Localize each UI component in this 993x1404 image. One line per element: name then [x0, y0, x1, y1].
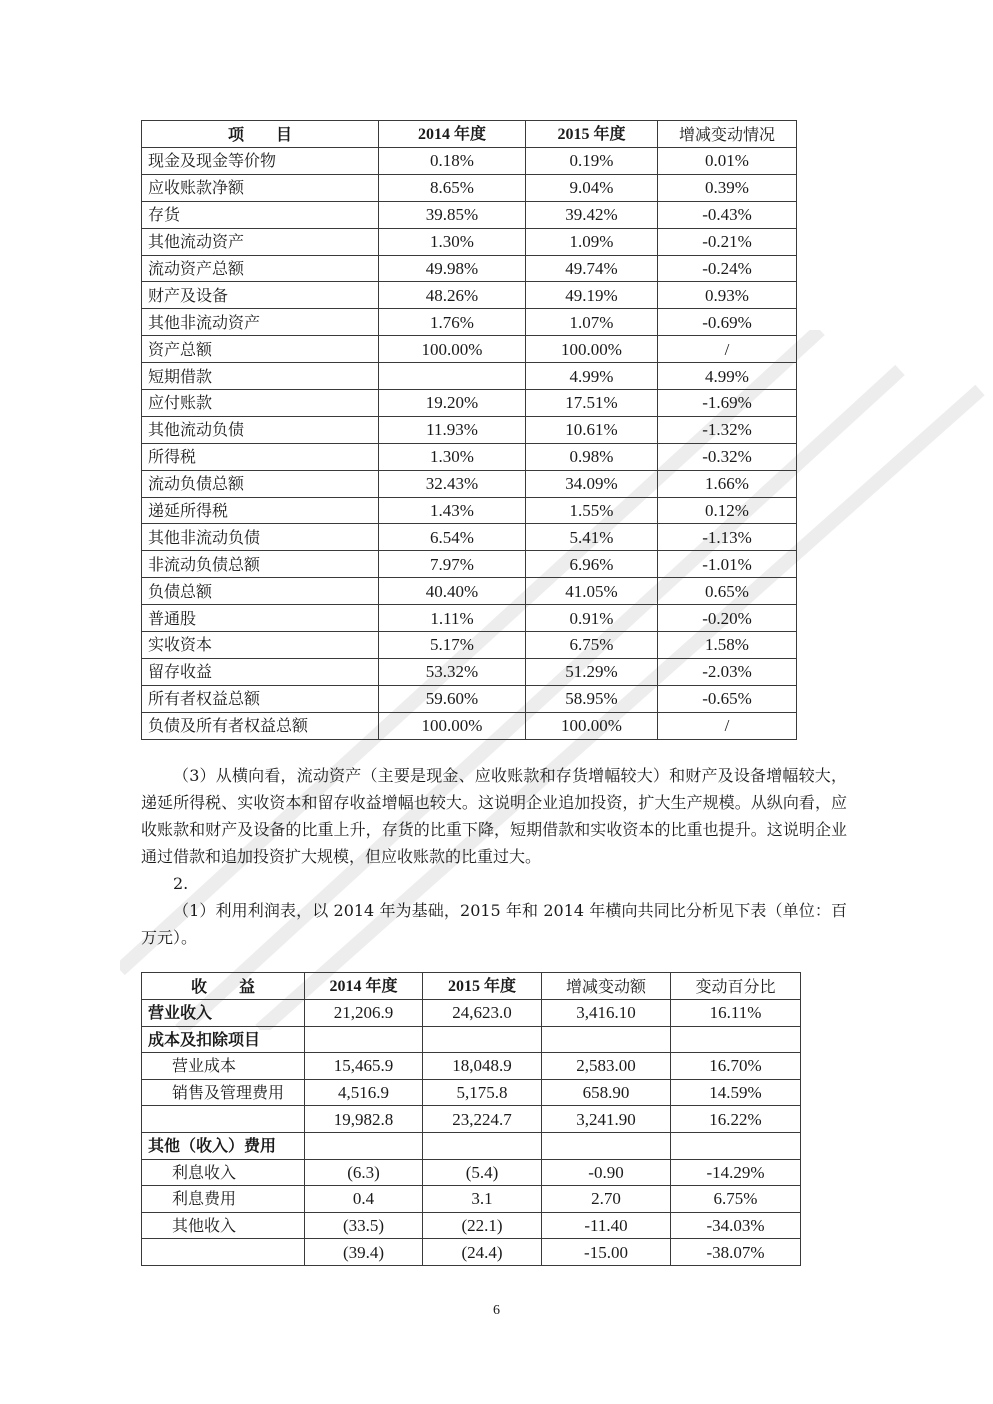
row-value: -2.03% [658, 658, 797, 685]
table-row [142, 632, 797, 659]
row-value: 0.65% [658, 578, 797, 605]
row-value: 14.59% [671, 1079, 801, 1106]
table-row [142, 363, 797, 390]
row-label: 财产及设备 [142, 282, 379, 309]
row-value: -38.07% [671, 1239, 801, 1266]
table-row [142, 1026, 801, 1053]
row-value: 1.30% [379, 228, 526, 255]
row-label: 应收账款净额 [142, 174, 379, 201]
row-value: 2,583.00 [542, 1053, 671, 1080]
table-row [142, 228, 797, 255]
row-value: -1.01% [658, 551, 797, 578]
table-row [142, 1212, 801, 1239]
row-value [542, 1026, 671, 1053]
row-label: 递延所得税 [142, 497, 379, 524]
row-value: 0.91% [526, 605, 658, 632]
row-value: 0.98% [526, 443, 658, 470]
row-value: 16.22% [671, 1106, 801, 1133]
table-row [142, 201, 797, 228]
header-2015: 2015 年度 [526, 121, 658, 148]
row-value: 18,048.9 [423, 1053, 542, 1080]
row-value: 4.99% [658, 363, 797, 390]
row-value: 49.74% [526, 255, 658, 282]
row-value: 1.30% [379, 443, 526, 470]
row-value: 100.00% [379, 336, 526, 363]
row-label: 其他流动负债 [142, 416, 379, 443]
row-value: -0.32% [658, 443, 797, 470]
table-row [142, 174, 797, 201]
header-revenue: 收 益 [142, 973, 305, 1000]
row-value: 1.11% [379, 605, 526, 632]
row-value: 10.61% [526, 416, 658, 443]
header-2014: 2014 年度 [379, 121, 526, 148]
row-value: 53.32% [379, 658, 526, 685]
row-value: (33.5) [305, 1212, 423, 1239]
table-row [142, 605, 797, 632]
row-value: 6.75% [671, 1186, 801, 1213]
row-value: 39.85% [379, 201, 526, 228]
row-value: 100.00% [526, 336, 658, 363]
table-header-row [142, 973, 801, 1000]
row-value: (6.3) [305, 1159, 423, 1186]
row-value: 1.07% [526, 309, 658, 336]
row-value: -0.65% [658, 685, 797, 712]
row-value: (24.4) [423, 1239, 542, 1266]
row-value: 6.75% [526, 632, 658, 659]
table-header-row [142, 121, 797, 148]
row-value [671, 1026, 801, 1053]
row-value: -0.90 [542, 1159, 671, 1186]
row-value: 0.01% [658, 148, 797, 175]
row-label: 利息收入 [142, 1159, 305, 1186]
table-row [142, 578, 797, 605]
table-row [142, 1000, 801, 1027]
row-value: -34.03% [671, 1212, 801, 1239]
row-value: 16.70% [671, 1053, 801, 1080]
row-value [423, 1132, 542, 1159]
table-row [142, 1079, 801, 1106]
income-statement-horizontal-table [141, 972, 801, 1266]
row-value: 4,516.9 [305, 1079, 423, 1106]
page-number: 6 [493, 1303, 500, 1318]
row-value: (5.4) [423, 1159, 542, 1186]
row-value: 24,623.0 [423, 1000, 542, 1027]
row-value [542, 1132, 671, 1159]
table-row [142, 255, 797, 282]
table-row [142, 1186, 801, 1213]
table-row [142, 416, 797, 443]
table-row [142, 497, 797, 524]
table-row [142, 1239, 801, 1266]
row-value: -0.43% [658, 201, 797, 228]
header-2015: 2015 年度 [423, 973, 542, 1000]
row-value [379, 363, 526, 390]
row-value: 19,982.8 [305, 1106, 423, 1133]
table-row [142, 309, 797, 336]
row-label: 其他收入 [142, 1212, 305, 1239]
balance-sheet-common-size-table [141, 120, 797, 740]
row-label: 流动资产总额 [142, 255, 379, 282]
row-value: 19.20% [379, 390, 526, 417]
row-value: 0.18% [379, 148, 526, 175]
row-value: 41.05% [526, 578, 658, 605]
header-2014: 2014 年度 [305, 973, 423, 1000]
row-label [142, 1239, 305, 1266]
row-value: -0.69% [658, 309, 797, 336]
row-value: (39.4) [305, 1239, 423, 1266]
row-value: 3,416.10 [542, 1000, 671, 1027]
row-value: 2.70 [542, 1186, 671, 1213]
row-value: 3,241.90 [542, 1106, 671, 1133]
row-value: 59.60% [379, 685, 526, 712]
header-change: 增减变动情况 [658, 121, 797, 148]
header-change-percent: 变动百分比 [671, 973, 801, 1000]
row-value: 5,175.8 [423, 1079, 542, 1106]
row-value: -0.21% [658, 228, 797, 255]
row-value: / [658, 712, 797, 739]
row-value: 49.98% [379, 255, 526, 282]
row-value: 58.95% [526, 685, 658, 712]
table-row [142, 1106, 801, 1133]
row-label: 流动负债总额 [142, 470, 379, 497]
row-value: 1.58% [658, 632, 797, 659]
row-value: 48.26% [379, 282, 526, 309]
row-label: 现金及现金等价物 [142, 148, 379, 175]
row-value: 658.90 [542, 1079, 671, 1106]
row-value: 0.4 [305, 1186, 423, 1213]
row-value: 1.55% [526, 497, 658, 524]
row-value: 0.19% [526, 148, 658, 175]
row-value: 7.97% [379, 551, 526, 578]
table-row [142, 1159, 801, 1186]
row-value: 8.65% [379, 174, 526, 201]
row-label: 普通股 [142, 605, 379, 632]
row-label: 其他非流动负债 [142, 524, 379, 551]
row-value: (22.1) [423, 1212, 542, 1239]
row-value: 5.41% [526, 524, 658, 551]
row-label: 其他非流动资产 [142, 309, 379, 336]
row-label: 资产总额 [142, 336, 379, 363]
row-value [671, 1132, 801, 1159]
row-value: 39.42% [526, 201, 658, 228]
table-row [142, 524, 797, 551]
header-change-amount: 增减变动额 [542, 973, 671, 1000]
header-item: 项 目 [142, 121, 379, 148]
row-value: 4.99% [526, 363, 658, 390]
table-row [142, 1132, 801, 1159]
row-value: 9.04% [526, 174, 658, 201]
row-value: 11.93% [379, 416, 526, 443]
row-value [305, 1132, 423, 1159]
analysis-paragraph: （3）从横向看，流动资产（主要是现金、应收账款和存货增幅较大）和财产及设备增幅较大，递延所得税、实收资本和留存收益增幅也较大。这说明企业追加投资，扩大生产规模。从纵向看，应收账款和财产及设备的比重上升，存货的比重下降，短期借款和实收资本的比重也提升。这说明企业通过借款和追加投资扩大规模，但应收账款的比重过大。 [141, 766, 847, 866]
row-value: 0.93% [658, 282, 797, 309]
row-value [305, 1026, 423, 1053]
row-value: -0.20% [658, 605, 797, 632]
row-value: 0.12% [658, 497, 797, 524]
row-label: 其他流动资产 [142, 228, 379, 255]
table-row [142, 685, 797, 712]
row-value: 23,224.7 [423, 1106, 542, 1133]
row-label: 应付账款 [142, 390, 379, 417]
row-label: 短期借款 [142, 363, 379, 390]
table-row [142, 390, 797, 417]
row-value: / [658, 336, 797, 363]
row-label: 销售及管理费用 [142, 1079, 305, 1106]
row-label: 存货 [142, 201, 379, 228]
row-label: 留存收益 [142, 658, 379, 685]
row-value: 1.43% [379, 497, 526, 524]
row-value: 6.54% [379, 524, 526, 551]
table-row [142, 1053, 801, 1080]
table-row [142, 551, 797, 578]
row-value: 34.09% [526, 470, 658, 497]
row-value: -1.32% [658, 416, 797, 443]
row-label: 负债总额 [142, 578, 379, 605]
row-value: -11.40 [542, 1212, 671, 1239]
row-value: 100.00% [379, 712, 526, 739]
row-value: 16.11% [671, 1000, 801, 1027]
row-label: 所有者权益总额 [142, 685, 379, 712]
section-number: 2. [173, 874, 189, 893]
row-value: 3.1 [423, 1186, 542, 1213]
row-value [423, 1026, 542, 1053]
row-label: 其他（收入）费用 [142, 1132, 305, 1159]
row-value: -15.00 [542, 1239, 671, 1266]
table-row [142, 470, 797, 497]
row-value: -1.69% [658, 390, 797, 417]
row-label: 营业成本 [142, 1053, 305, 1080]
row-value: 1.66% [658, 470, 797, 497]
row-value: 21,206.9 [305, 1000, 423, 1027]
row-value: 1.76% [379, 309, 526, 336]
table-row [142, 148, 797, 175]
row-value: 49.19% [526, 282, 658, 309]
row-label: 营业收入 [142, 1000, 305, 1027]
table-row [142, 658, 797, 685]
row-value: 1.09% [526, 228, 658, 255]
row-value: 40.40% [379, 578, 526, 605]
table-row [142, 336, 797, 363]
table-row [142, 712, 797, 739]
row-value: 6.96% [526, 551, 658, 578]
row-value: 17.51% [526, 390, 658, 417]
row-value: 51.29% [526, 658, 658, 685]
row-value: 5.17% [379, 632, 526, 659]
row-value: -14.29% [671, 1159, 801, 1186]
row-label: 成本及扣除项目 [142, 1026, 305, 1053]
row-label [142, 1106, 305, 1133]
row-label: 实收资本 [142, 632, 379, 659]
table-row [142, 282, 797, 309]
row-value: -1.13% [658, 524, 797, 551]
row-label: 负债及所有者权益总额 [142, 712, 379, 739]
row-value: 32.43% [379, 470, 526, 497]
row-value: 100.00% [526, 712, 658, 739]
row-label: 非流动负债总额 [142, 551, 379, 578]
row-value: -0.24% [658, 255, 797, 282]
row-value: 0.39% [658, 174, 797, 201]
table-row [142, 443, 797, 470]
row-value: 15,465.9 [305, 1053, 423, 1080]
row-label: 所得税 [142, 443, 379, 470]
intro-paragraph: （1）利用利润表，以 2014 年为基础，2015 年和 2014 年横向共同比分析见下表（单位：百万元）。 [141, 901, 847, 947]
row-label: 利息费用 [142, 1186, 305, 1213]
